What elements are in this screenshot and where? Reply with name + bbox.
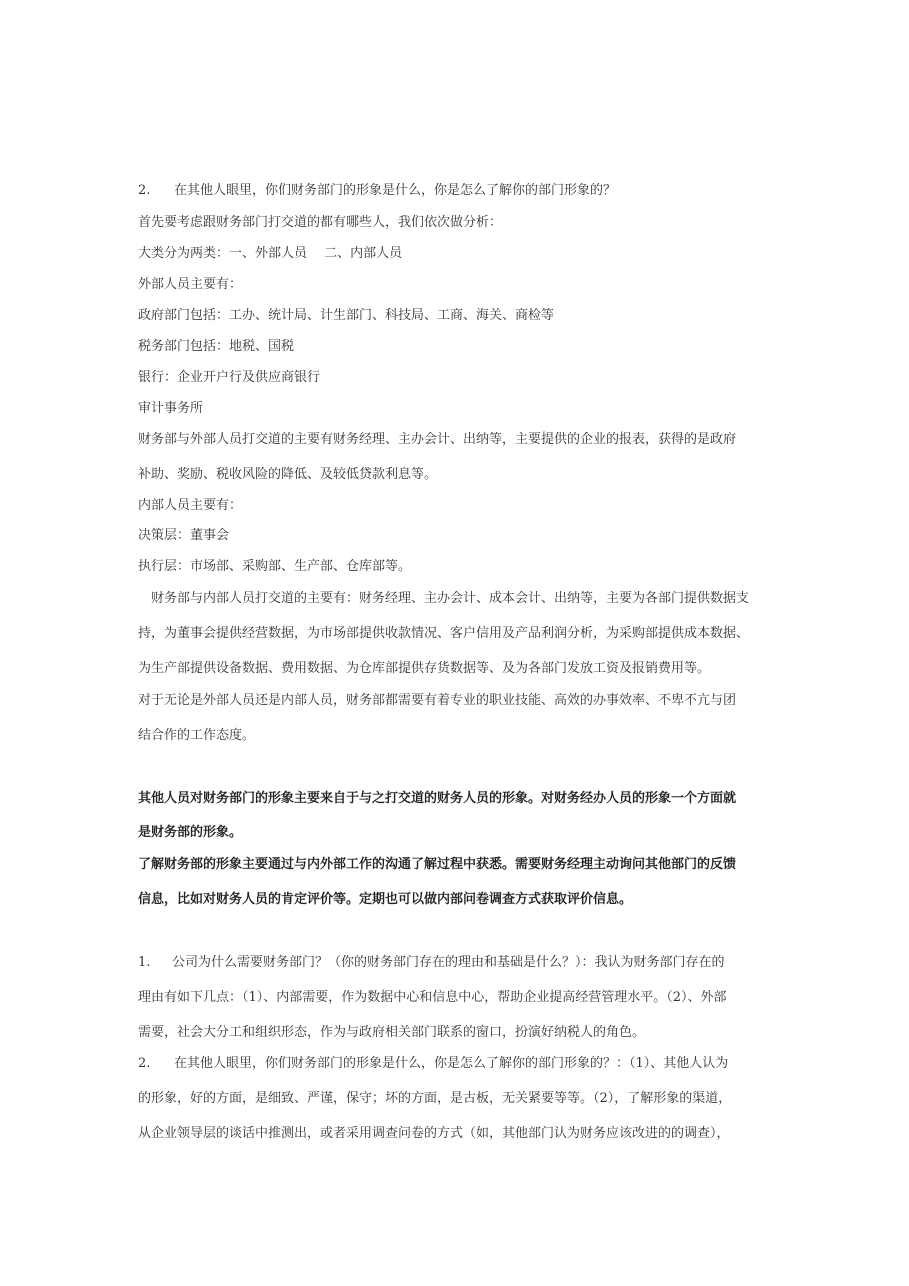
paragraph-line: 首先要考虑跟财务部门打交道的都有哪些人，我们依次做分析：	[138, 215, 503, 230]
paragraph-line: 的形象，好的方面，是细致、严谨，保守；坏的方面，是古板，无关紧要等等。（2），了解形象的渠道，	[138, 1091, 732, 1106]
paragraph-line: 对于无论是外部人员还是内部人员，财务部都需要有着专业的职业技能、高效的办事效率、不卑不亢与团	[138, 693, 737, 708]
item1-text: 公司为什么需要财务部门？（你的财务部门存在的理由和基础是什么？）：我认为财务部门存在的	[172, 955, 725, 970]
paragraph-line: 结合作的工作态度。	[138, 728, 256, 743]
paragraph-line: 审计事务所	[138, 401, 204, 416]
paragraph-line: 大类分为两类：一、外部人员 二、内部人员	[138, 246, 403, 261]
paragraph-line: 内部人员主要有：	[138, 498, 243, 513]
paragraph-line: 从企业领导层的谈话中推测出，或者采用调查问卷的方式（如，其他部门认为财务应该改进的的调查），	[138, 1126, 730, 1141]
paragraph-line: 政府部门包括：工办、统计局、计生部门、科技局、工商、海关、商检等	[138, 308, 555, 323]
item1-first-line	[138, 954, 788, 972]
bold-paragraph-line: 是财务部的形象。	[138, 825, 243, 840]
item2-number: 2.	[138, 1056, 151, 1071]
paragraph-line: 需要，社会大分工和组织形态，作为与政府相关部门联系的窗口，扮演好纳税人的角色。	[138, 1025, 646, 1040]
bold-paragraph-line: 信息，比如对财务人员的肯定评价等。定期也可以做内部问卷调查方式获取评价信息。	[138, 892, 633, 907]
paragraph-line: 财务部与外部人员打交道的主要有财务经理、主办会计、出纳等，主要提供的企业的报表，获得的是政府	[138, 432, 737, 447]
paragraph-line: 外部人员主要有：	[138, 277, 243, 292]
paragraph-line: 决策层：董事会	[138, 528, 230, 543]
bold-paragraph-line: 其他人员对财务部门的形象主要来自于与之打交道的财务人员的形象。对财务经办人员的形象一个方面就	[138, 791, 737, 806]
item2-text: 在其他人眼里，你们财务部门的形象是什么，你是怎么了解你的部门形象的？：（1）、其他人认为	[174, 1056, 729, 1071]
paragraph-line: 为生产部提供设备数据、费用数据、为仓库部提供存货数据等、及为各部门发放工资及报销费用等。	[138, 661, 711, 676]
paragraph-line: 持，为董事会提供经营数据，为市场部提供收款情况、客户信用及产品利润分析，为采购部提供成本数据、	[138, 626, 750, 641]
paragraph-line: 税务部门包括：地税、国税	[138, 339, 295, 354]
item1-number: 1.	[138, 955, 151, 970]
paragraph-line: 理由有如下几点：（1）、内部需要，作为数据中心和信息中心，帮助企业提高经营管理水平。（2）、外部	[138, 990, 727, 1005]
paragraph-line: 执行层：市场部、采购部、生产部、仓库部等。	[138, 559, 412, 574]
paragraph-line: 银行：企业开户行及供应商银行	[138, 370, 321, 385]
item2-first-line	[138, 1055, 788, 1073]
paragraph-line: 补助、奖励、税收风险的降低、及较低贷款利息等。	[138, 467, 438, 482]
section1-heading	[138, 182, 788, 200]
bold-paragraph-line: 了解财务部的形象主要通过与内外部工作的沟通了解过程中获悉。需要财务经理主动询问其他部门的反馈	[138, 857, 737, 872]
paragraph-line: 财务部与内部人员打交道的主要有：财务经理、主办会计、成本会计、出纳等，主要为各部门提供数据支	[138, 591, 750, 606]
heading-text: 在其他人眼里，你们财务部门的形象是什么，你是怎么了解你的部门形象的？	[174, 183, 617, 198]
heading-number: 2.	[138, 183, 151, 198]
